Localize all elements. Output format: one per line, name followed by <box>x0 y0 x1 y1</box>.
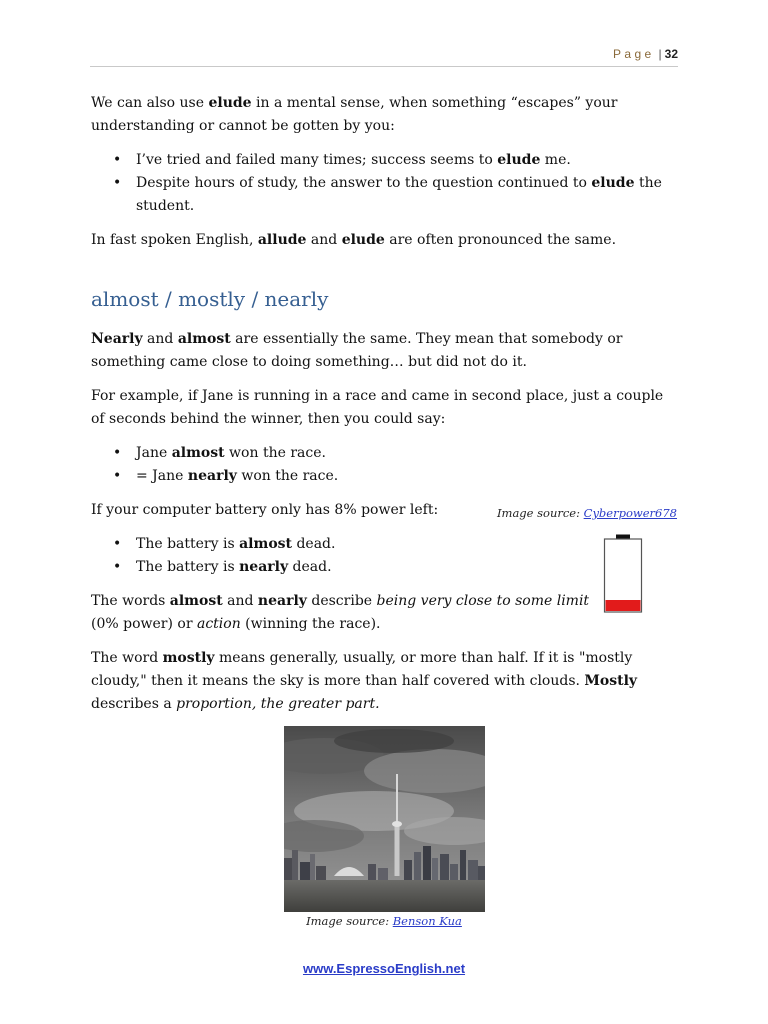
race-examples-list <box>91 442 666 488</box>
cloudy-skyline-photo <box>284 726 485 912</box>
paragraph-nearly-almost: Nearly and almost are essentially the same. They mean that somebody or something came close to doing something… but did not do it. <box>91 331 623 370</box>
page-number: 32 <box>664 47 678 61</box>
page-word: Page <box>613 47 655 61</box>
list-item: • The battery is almost dead. <box>136 533 666 556</box>
list-item: • = Jane nearly won the race. <box>136 465 666 488</box>
battery-icon <box>603 534 643 614</box>
page-separator: | <box>658 47 662 61</box>
list-item: • Despite hours of study, the answer to the question continued to elude the student. <box>136 172 666 218</box>
paragraph-limit: The words almost and nearly describe being very close to some limit (0% power) or action (winning the race). <box>91 593 590 632</box>
header-rule <box>90 66 678 67</box>
battery-examples-list <box>91 533 666 579</box>
battery-terminal <box>616 535 630 539</box>
list-item: • The battery is nearly dead. <box>136 556 666 579</box>
photo-source-link[interactable]: Benson Kua <box>392 914 462 928</box>
paragraph-battery: If your computer battery only has 8% power left: <box>91 502 439 518</box>
photo-image-source: Image source: Benson Kua <box>306 914 462 928</box>
battery-charge-fill <box>606 600 641 611</box>
battery-source-link[interactable]: Cyberpower678 <box>583 506 677 520</box>
battery-image-source: Image source: Cyberpower678 <box>497 506 677 520</box>
footer-website-link[interactable]: www.EspressoEnglish.net <box>302 961 466 976</box>
footer <box>0 961 768 976</box>
list-item: • Jane almost won the race. <box>136 442 666 465</box>
document-body <box>91 92 666 727</box>
paragraph-example-race: For example, if Jane is running in a race and came in second place, just a couple of seconds behind the winner, then you could say: <box>91 388 664 427</box>
list-item: • I’ve tried and failed many times; success seems to elude me. <box>136 149 666 172</box>
paragraph-pronunciation: In fast spoken English, allude and elude are often pronounced the same. <box>91 232 617 248</box>
paragraph-elude-mental: We can also use elude in a mental sense, when something “escapes” your understanding or cannot be gotten by you: <box>91 95 618 134</box>
paragraph-mostly: The word mostly means generally, usually, or more than half. If it is "mostly cloudy," then it means the sky is more than half covered with clouds. Mostly describes a proportion, the greater part. <box>91 650 638 712</box>
section-title: almost / mostly / nearly <box>91 287 329 311</box>
elude-examples-list <box>91 149 666 218</box>
page-header <box>613 47 678 61</box>
